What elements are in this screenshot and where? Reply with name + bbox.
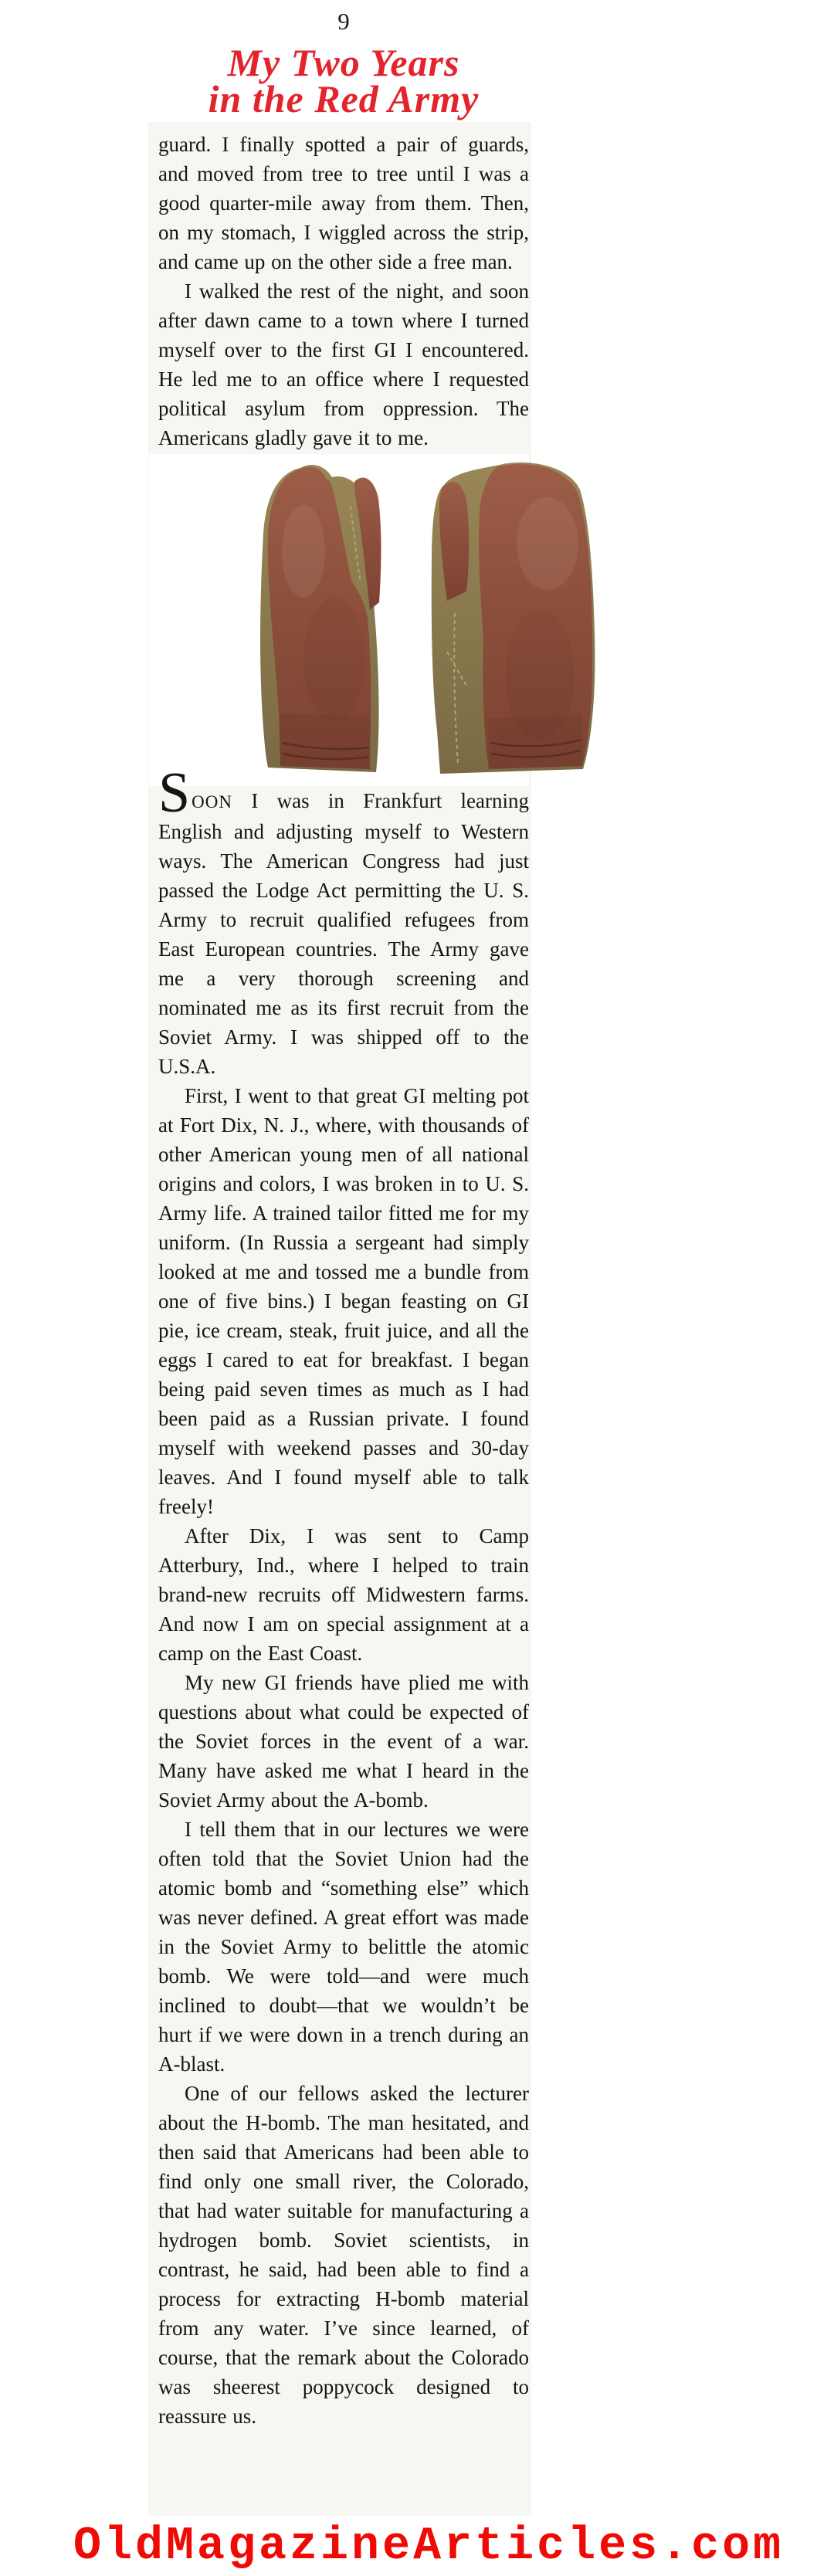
paragraph-text: I was in Frankfurt learning English and adjusting myself to Western ways. The American Congress had just passed the Lodge Act permitting the U. S. Army to recruit qualified refugees from East European countries. The Army gave me a very thorough screening and nominated me as its first recruit from the Soviet Army. I was shipped off to the U.S.A. — [158, 789, 529, 1078]
watermark-oldmagazinearticles: OldMagazineArticles.com — [73, 2520, 785, 2573]
mittens-figure — [149, 454, 529, 786]
mitten-left — [260, 465, 381, 772]
drop-cap: S — [158, 761, 191, 825]
article-title-line1: My Two Years — [227, 41, 460, 84]
article-title — [158, 41, 529, 120]
article-paragraph: I tell them that in our lectures we were often told that the Soviet Union had the atomic bomb and “something else” which was never defined. A great effort was made in the Soviet Army to belittle the atomic bomb. We were told—and were much inclined to doubt—that we wouldn’t be hurt if we were down in a trench during an A-blast. — [158, 1818, 529, 2076]
article-paragraph: First, I went to that great GI melting pot at Fort Dix, N. J., where, with thousands of other American young men of all national origins and colors, I was broken in to U. S. Army life. A trained tailor fitted me for my uniform. (In Russia a sergeant had simply looked at me and tossed me a bundle from one of five bins.) I began feasting on GI pie, ice cream, steak, fruit juice, and all the eggs I cared to eat for breakfast. I began being paid seven times as much as I had been paid as a Russian private. I found myself with weekend passes and 30-day leaves. And I found myself able to talk freely! — [158, 1084, 529, 1518]
article-paragraph: guard. I finally spotted a pair of guards, and moved from tree to tree until I was a good quarter-mile away from them. Then, on my stomach, I wiggled across the strip, and came up on the other side a free man. — [158, 133, 529, 273]
article-paragraph: I walked the rest of the night, and soon after dawn came to a town where I turned myself over to the first GI I encountered. He led me to an office where I requested political asylum from oppression. The Americans gladly gave it to me. — [158, 280, 529, 449]
article-paragraph: One of our fellows asked the lecturer about the H-bomb. The man hesitated, and then said that Americans had been able to find only one small river, the Colorado, that had water suitable for manufacturing a hydrogen bomb. Soviet scientists, in contrast, he said, had been able to find a process for extracting H-bomb material from any water. I’ve since learned, of course, that the remark about the Colorado was sheerest poppycock designed to reassure us. — [158, 2082, 529, 2428]
article-paragraph: After Dix, I was sent to Camp Atterbury, Ind., where I helped to train brand-new recruits off Midwestern farms. And now I am on special assignment at a camp on the East Coast. — [158, 1524, 529, 1665]
article-title-line2: in the Red Army — [208, 77, 480, 120]
mitten-right — [432, 463, 595, 774]
mittens-photo — [257, 459, 600, 777]
article-column — [158, 6, 529, 2431]
article-body — [158, 130, 529, 2431]
drop-cap-smallcaps: OON — [192, 792, 232, 812]
article-paragraph-dropcap — [158, 761, 529, 1081]
page-number: 9 — [337, 8, 350, 35]
article-paragraph: My new GI friends have plied me with questions about what could be expected of the Soviet forces in the event of a war. Many have asked me what I heard in the Soviet Army about the A-bomb. — [158, 1671, 529, 1812]
